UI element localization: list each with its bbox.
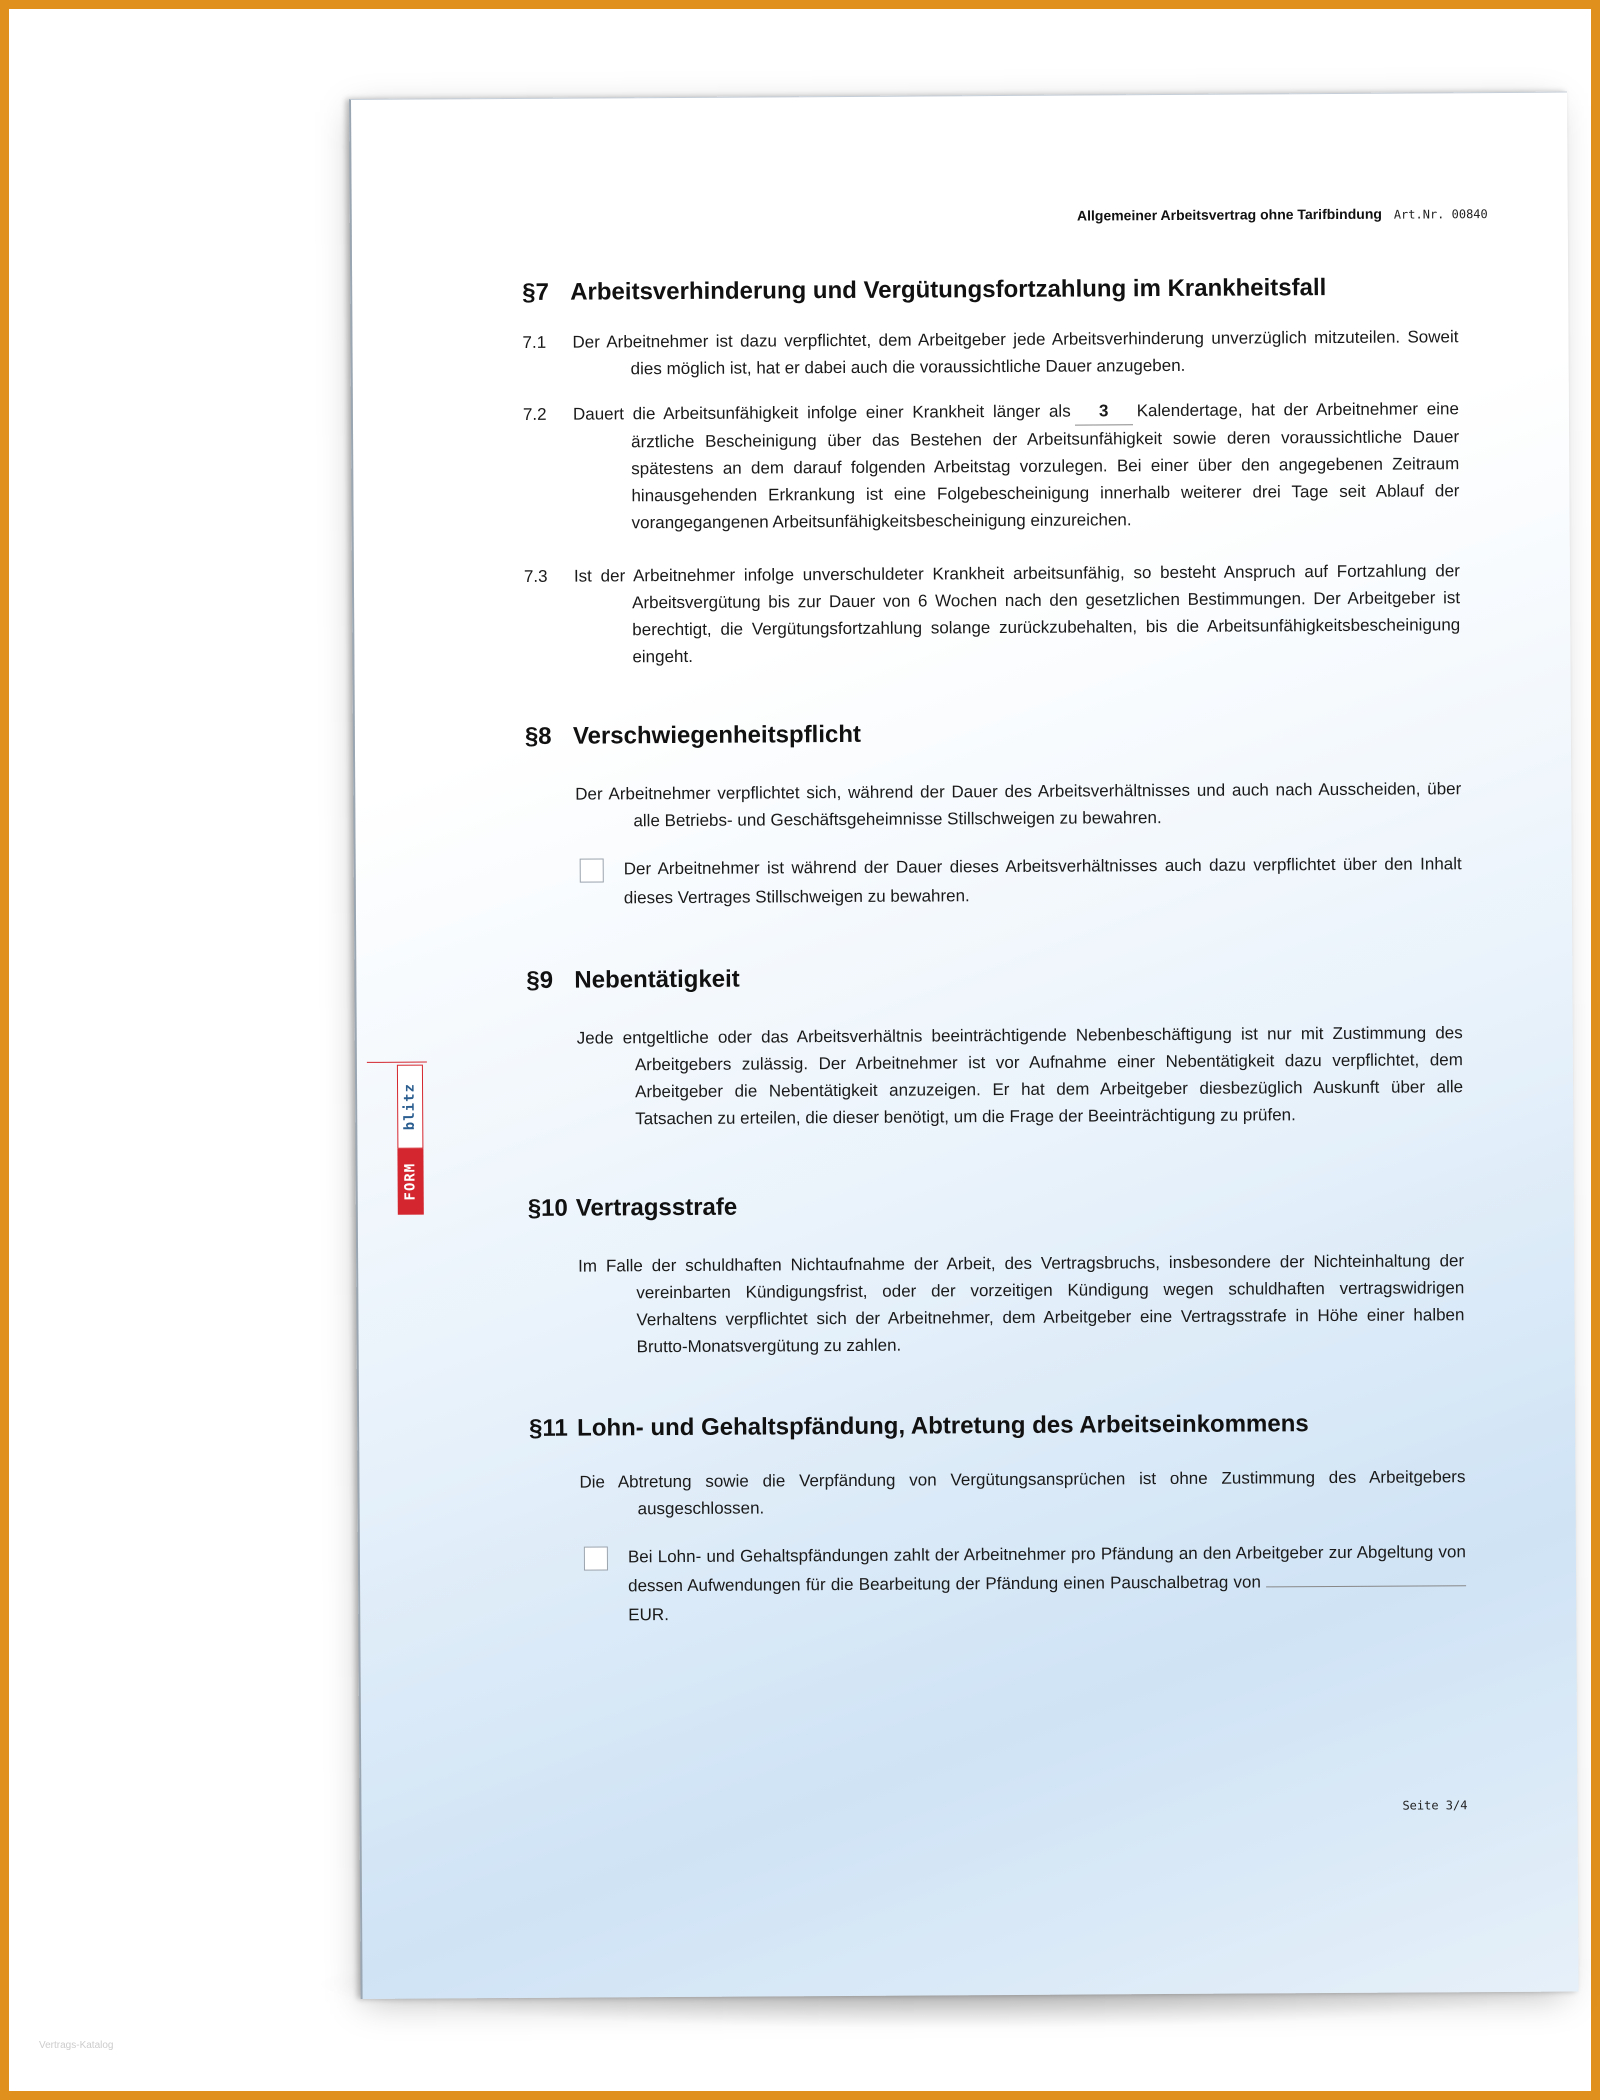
paragraph-number: 7.3 [523, 566, 548, 586]
paragraph-11 [529, 1463, 1465, 1523]
section-number: §11 [529, 1414, 568, 1442]
paragraph-text-start: Dauert die Arbeitsunfähigkeit infolge einer Krankheit länger als [572, 401, 1071, 424]
paragraph-9 [527, 1019, 1464, 1133]
section-9-heading [526, 961, 1462, 995]
paragraph-text: Im Falle der schuldhaften Nichtaufnahme der Arbeit, des Vertragsbruchs, insbesondere der Nichteinhaltung der vereinbarten Kündigungsfrist, oder der vorzeitigen Kündigung wegen schuldhaften vertragswidrigen Verhaltens verpflichtet sich der Arbeitnehmer, dem Arbeitgeber eine Vertragsstrafe in Höhe einer halben Brutto-Monatsvergütung zu zahlen. [578, 1251, 1465, 1357]
option-text [628, 1537, 1467, 1629]
section-11-heading [529, 1409, 1465, 1443]
option-text-start: Bei Lohn- und Gehaltspfändungen zahlt der Arbeitnehmer pro Pfändung an den Arbeitgeber zur Abgeltung von dessen Aufwendungen für die Bearbeitung der Pfändung einen Pauschalbetrag von [627, 1542, 1466, 1596]
logo-form-block [397, 1149, 423, 1215]
paragraph-text [573, 395, 1460, 536]
paragraph-text: Der Arbeitnehmer verpflichtet sich, während der Dauer des Arbeitsverhältnisses und auch nach Ausscheiden, über alle Betriebs- und Geschäftsgeheimnisse Stillschweigen zu bewahren. [575, 779, 1462, 831]
section-8-heading [525, 717, 1461, 751]
section-7-heading [522, 273, 1458, 307]
option-text: Der Arbeitnehmer ist während der Dauer dieses Arbeitsverhältnisses auch dazu verpflichtet über den Inhalt dieses Vertrages Stillschweigen zu bewahren. [623, 854, 1462, 908]
logo-blitz-text: blitz [402, 1083, 419, 1131]
section-title: Vertragsstrafe [575, 1193, 738, 1222]
option-confidentiality [526, 849, 1462, 913]
section-title: Lohn- und Gehaltspfändung, Abtretung des Arbeitseinkommens [577, 1410, 1309, 1442]
section-10-heading [528, 1189, 1464, 1223]
paragraph-text: Die Abtretung sowie die Verpfändung von Vergütungsansprüchen ist ohne Zustimmung des Arbeitgebers ausgeschlossen. [579, 1467, 1466, 1519]
paragraph-number: 7.2 [522, 404, 547, 424]
formblitz-logo [397, 1065, 424, 1215]
paragraph-8 [525, 775, 1461, 835]
section-number: §9 [526, 966, 554, 994]
section-number: §10 [527, 1194, 568, 1222]
document-content [522, 273, 1466, 1630]
logo-blitz-block [397, 1065, 424, 1149]
document-title: Allgemeiner Arbeitsvertrag ohne Tarifbindung [1076, 205, 1382, 224]
option-seizure-fee [530, 1537, 1467, 1630]
flat-fee-field[interactable] [1266, 1567, 1466, 1587]
section-number: §8 [524, 722, 552, 750]
section-title: Verschwiegenheitspflicht [572, 720, 862, 750]
paragraph-number: 7.1 [522, 332, 547, 352]
paragraph-text: Der Arbeitnehmer ist dazu verpflichtet, dem Arbeitgeber jede Arbeitsverhinderung unverzüglich mitzuteilen. Soweit dies möglich ist, hat er dabei auch die voraussichtliche Dauer anzugeben. [572, 327, 1459, 379]
section-number: §7 [522, 278, 549, 306]
watermark: Vertrags-Katalog [39, 2040, 114, 2051]
logo-form-text: FORM [402, 1162, 419, 1201]
document-page [349, 92, 1579, 1999]
option-text-end: EUR. [628, 1605, 669, 1625]
paragraph-10 [528, 1247, 1465, 1361]
days-field[interactable]: 3 [1075, 397, 1133, 425]
confidentiality-checkbox[interactable] [580, 858, 604, 882]
paragraph-text: Ist der Arbeitnehmer infolge unverschuldeter Krankheit arbeitsunfähig, so besteht Anspruch auf Fortzahlung der Arbeitsvergütung bis zur Dauer von 6 Wochen nach den gesetzlichen Bestimmungen. Der Arbeitgeber ist berechtigt, die Vergütungsfortzahlung solange zurückzubehalten, bis die Arbeitsunfähigkeitsbescheinigung eingeht. [573, 561, 1461, 667]
paragraph-7-3 [524, 557, 1461, 671]
paragraph-text-end: Kalendertage, hat der Arbeitnehmer eine ärztliche Bescheinigung über das Bestehen der Arbeitsunfähigkeit sowie deren voraussichtliche Dauer spätestens an dem darauf folgenden Arbeitstag vorzulegen. Bei einer über den angegebenen Zeitraum hinausgehenden Erkrankung ist eine Folgebescheinigung innerhalb weiterer drei Tage seit Ablauf der vorangegangenen Arbeitsunfähigkeitsbescheinigung einzureichen. [631, 399, 1460, 533]
article-number: Art.Nr. 00840 [1393, 207, 1488, 222]
paragraph-7-1 [522, 323, 1458, 383]
section-title: Arbeitsverhinderung und Vergütungsfortzahlung im Krankheitsfall [570, 274, 1327, 306]
paragraph-7-2 [523, 395, 1460, 537]
page-number: Seite 3/4 [1402, 1798, 1468, 1813]
section-title: Nebentätigkeit [574, 965, 740, 994]
seizure-fee-checkbox[interactable] [584, 1546, 608, 1570]
paragraph-text: Jede entgeltliche oder das Arbeitsverhältnis beeinträchtigende Nebenbeschäftigung ist nur mit Zustimmung des Arbeitgebers zulässig. Der Arbeitnehmer ist vor Aufnahme einer Nebentätigkeit dazu verpflichtet, dem Arbeitgeber die Nebentätigkeit anzuzeigen. Er hat dem Arbeitgeber diesbezüglich Auskunft über alle Tatsachen zu erteilen, die dieser benötigt, um die Frage der Beeinträchtigung zu prüfen. [576, 1023, 1464, 1129]
logo-rule [367, 1062, 427, 1063]
document-header [1077, 205, 1488, 224]
